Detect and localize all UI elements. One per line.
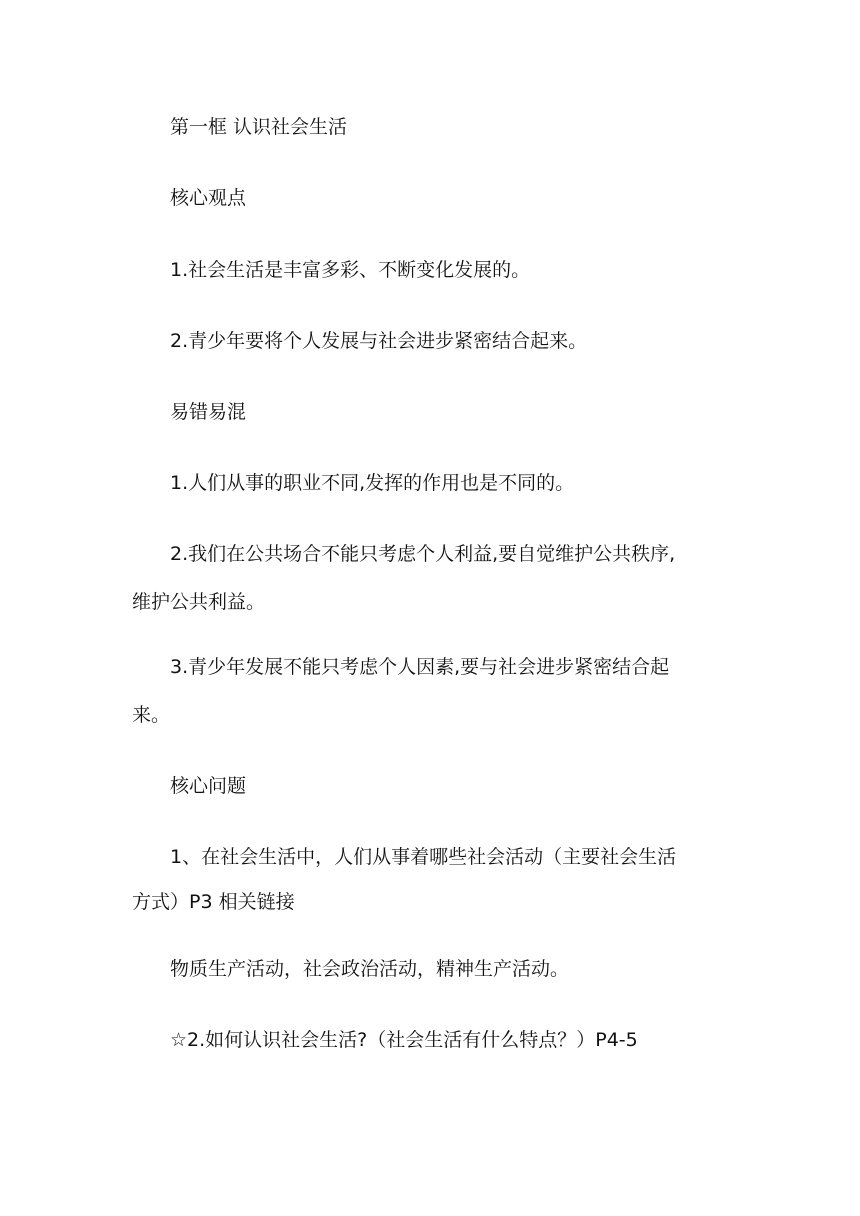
confusion-item: 1.人们从事的职业不同,发挥的作用也是不同的。 [170, 472, 575, 494]
question-line: 方式）P3 相关链接 [132, 891, 295, 913]
answer-line: 物质生产活动，社会政治活动，精神生产活动。 [170, 958, 570, 980]
section-title: 第一框 认识社会生活 [170, 116, 348, 138]
core-question-heading: 核心问题 [170, 775, 247, 797]
core-view-item: 2.青少年要将个人发展与社会进步紧密结合起来。 [170, 330, 588, 352]
confusion-item-line: 维护公共利益。 [132, 591, 266, 613]
confusion-heading: 易错易混 [170, 401, 247, 423]
confusion-item-line: 来。 [132, 704, 171, 726]
core-view-item: 1.社会生活是丰富多彩、不断变化发展的。 [170, 259, 531, 281]
confusion-item-line: 2.我们在公共场合不能只考虑个人利益,要自觉维护公共秩序, [170, 543, 676, 565]
question-line: ☆2.如何认识社会生活?（社会生活有什么特点？）P4-5 [170, 1029, 638, 1051]
confusion-item-line: 3.青少年发展不能只考虑个人因素,要与社会进步紧密结合起 [170, 656, 670, 678]
core-view-heading: 核心观点 [170, 187, 247, 209]
question-line: 1、在社会生活中，人们从事着哪些社会活动（主要社会生活 [170, 846, 677, 868]
